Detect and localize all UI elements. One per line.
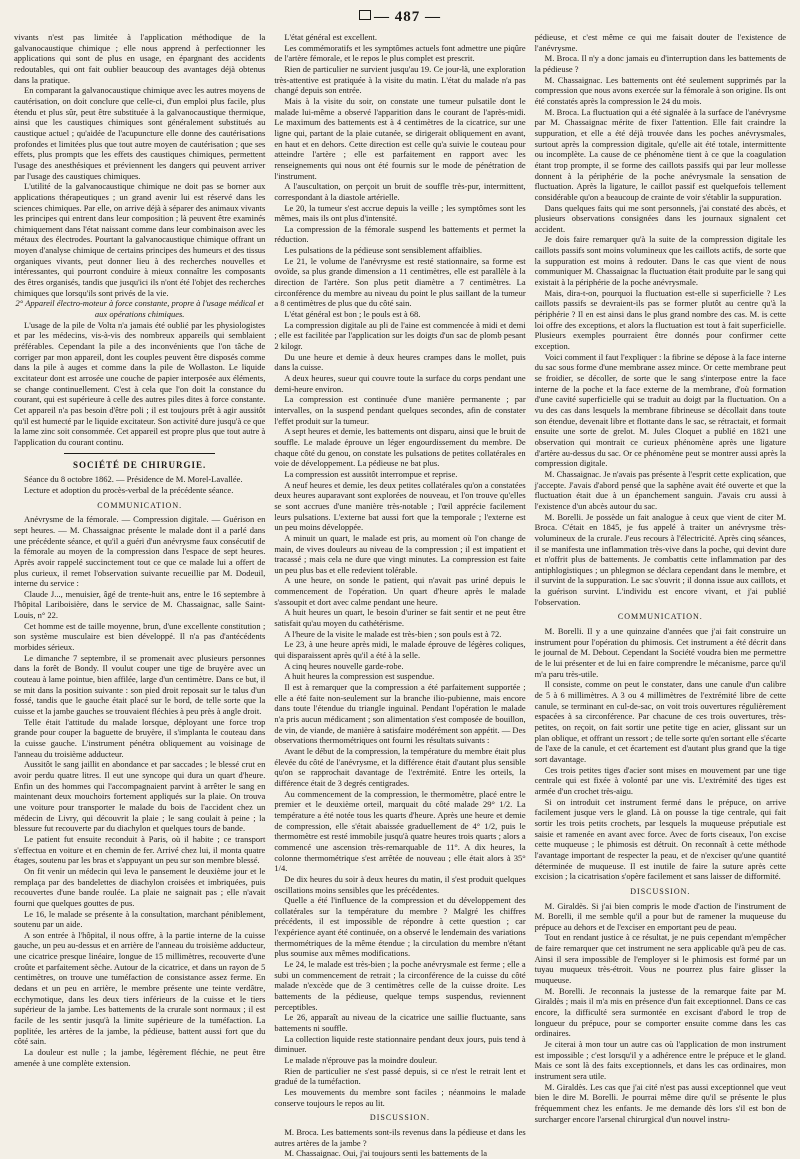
page-marker-icon bbox=[359, 10, 371, 20]
paragraph: Claude J..., menuisier, âgé de trente-huit ans, entre le 16 septembre à l'hôpital Lariboisière, dans le service de M. Chassaignac, salle Saint-Louis, n° 22. bbox=[14, 588, 266, 621]
paragraph: A huit heures la compression est suspendue. bbox=[284, 671, 435, 682]
paragraph: Le malade n'éprouve pas la moindre douleur. bbox=[284, 1055, 438, 1065]
paragraph: Quelle a été l'influence de la compression et du développement des collatérales sur la température du membre ? Malgré les chiffres précédents, il est impossible de répondre à cette question ; car l'expérience ayant été continuée, on a observé le lendemain des variations thermométriques de la même étendue ; la circulation du membre n'étant plus soumise aux mêmes modifications. bbox=[274, 895, 526, 959]
paragraph: Avant le début de la compression, la température du membre était plus élevée du côté de l'anévrysme, et la différence était d'autant plus sensible qu'on se rapprochait davantage de l'extrémité. Entre les orteils, la différence était de 3 degrés centigrades. bbox=[274, 745, 526, 788]
society-heading: SOCIÉTÉ DE CHIRURGIE. bbox=[73, 459, 207, 470]
paragraph: M. Chassaignac. Oui, j'ai toujours senti les battements de la bbox=[284, 1148, 487, 1159]
divider bbox=[64, 453, 215, 454]
paragraph: L'utilité de la galvanocaustique chimique ne doit pas se borner aux applications thérapeutiques ; un grand avenir lui est réservé dans les sciences chimiques. Par elle, on arrive déjà à séparer des animaux vivants les principes qui entrent dans leur composition ; là peuvent être examinés chimiquement dans l'état naissant comme dans leur combinaison avec les métaux des électrodes. Pourtant la galvanocaustique chimique offrant un moyen d'analyse chimique de certains principes des humeurs et des tissus organiques vivants, peut donner lieu à des recherches nouvelles et intéressantes, qui pourront conduire à mieux connaître les composants des êtres organisés, tandis que jusqu'ici ils n'ont été l'objet des recherches chimiques que lorsqu'ils sont privés de la vie. bbox=[14, 181, 266, 298]
paragraph: M. Borelli. Il y a une quinzaine d'années que j'ai fait construire un instrument pour l'opération du phimosis. Cet instrument a été décrit dans le journal de M. Debout. Cependant la Société voudra bien me permettre de le lui présenter et de lui en faire comprendre le mécanisme, parce qu'il m'a paru très-utile. bbox=[534, 626, 786, 679]
paragraph: L'usage de la pile de Volta n'a jamais été oublié par les physiologistes et par les médecins, vis-à-vis des nombreux appareils qui semblaient préférables. Cependant la pile a des inconvénients que l'on tâche de corriger par mon appareil, dont les couples peuvent être disposés comme dans la pile à auges et comme dans la pile de Wollaston. Le liquide excitateur dont est arrosée une couche de papier interposée aux éléments, se change continuellement. C'est à cela que l'on doit la constance du courant, qui est supérieure à celle des autres piles dites à force constante. Cet appareil n'a pas besoin d'être poli ; il est toujours prêt à agir aussitôt qu'il est humecté par le liquide excitateur. Son activité dure jusqu'à ce que la lame zinc soit consommée. Cet appareil est propre plus que tout autre à l'application du courant continu. bbox=[14, 319, 266, 447]
paragraph: A neuf heures et demie, les deux petites collatérales qu'on a constatées deux heures auparavant sont explorées de nouveau, et l'on trouve qu'elles se sont accrues d'une manière très-notable ; l'œil apprécie facilement leurs pulsations. L'externe bat aussi fort que la temporale ; l'externe est un peu moins développée. bbox=[274, 479, 526, 533]
paragraph: Mais à la visite du soir, on constate une tumeur pulsatile dont le malade lui-même a observé l'apparition dans le courant de l'après-midi. Le maximum des battements est à 4 centimètres de la cicatrice, sur une ligne qui, partant de la plaie cutanée, se dirigerait obliquement en avant, en haut et en dehors. Cette direction est celle qu'a suivie le couteau pour atteindre l'artère ; elle est parfaitement en rapport avec les renseignements qui nous ont été fournis sur le mode de pénétration de l'instrument. bbox=[274, 95, 526, 181]
paragraph: Rien de particulier ne s'est passé depuis, si ce n'est le retrait lent et gradué de la tuméfaction. bbox=[274, 1065, 526, 1087]
paragraph: En comparant la galvanocaustique chimique avec les autres moyens de cautérisation, on doit conclure que celle-ci, d'un emploi plus facile, plus étendu et plus sûr, peut être substituée à la galvanocaustique thermique, ainsi que les caustiques chimiques sont généralement substitués au caustique actuel ; qu'aidée de l'acupuncture elle donne des cautérisations profondes et limitées plus que tout autre moyen de cautérisation ; que ses effets, plus prompts que les effets des caustiques chimiques, permettent l'usage des anesthésiques et préviennent les dangers qui peuvent arriver par l'usage des caustiques chimiques. bbox=[14, 85, 266, 181]
paragraph: Du une heure et demie à deux heures crampes dans le mollet, puis dans la cuisse. bbox=[274, 351, 526, 373]
paragraph: A cinq heures nouvelle garde-robe. bbox=[284, 660, 404, 671]
paragraph: Les pulsations de la pédieuse sont sensiblement affaiblies. bbox=[284, 245, 482, 256]
paragraph: L'état général est bon ; le pouls est à 68. bbox=[284, 309, 421, 320]
paragraph: M. Borelli. Je possède un fait analogue à ceux que vient de citer M. Broca. C'était en 1845, je fus appelé à traiter un anévrysme très-volumineux de la crurale. J'eus recours à l'électricité. Après cinq séances, il se manifesta une inflammation très-vive dans la poche, qui devint dure et n'offrit plus de battements. Je combattis cette inflammation par des antiphlogistiques ; un phlegmon se déclara cependant dans le membre, et il survint de la suppuration. Le sac s'ouvrit ; il donna issue aux caillots, et la guérison survint. L'individu est encore vivant, et j'ai publié l'observation. bbox=[534, 511, 786, 607]
lecture-line: Lecture et adoption du procès-verbal de la précédente séance. bbox=[24, 484, 234, 495]
paragraph: On fit venir un médecin qui leva le pansement le deuxième jour et le remplaça par des bandelettes de diachylon croisées et imbriquées, puis recouvertes d'une bande roulée. La plaie ne saignait pas ; elle n'avait fourni que quelques gouttes de pus. bbox=[14, 865, 266, 908]
paragraph: Le patient fut ensuite reconduit à Paris, où il habite ; ce transport s'effectua en voiture et en chemin de fer. Arrivé chez lui, il monta quatre étages, soutenu par les bras et s'appuyant un peu sur son membre blessé. bbox=[14, 833, 266, 866]
column-1 bbox=[14, 32, 265, 1152]
paragraph: De dix heures du soir à deux heures du matin, il s'est produit quelques oscillations moins sensibles que les précédentes. bbox=[274, 873, 526, 895]
paragraph: Tout en rendant justice à ce résultat, je ne puis cependant m'empêcher de faire remarquer que cet instrument ne sera applicable qu'à peu de cas. Ainsi il sera impossible de l'employer si le phimosis est formé par un tuyau muqueux très-étroit. Vous ne pourrez plus faire glisser la muqueuse. bbox=[534, 932, 786, 986]
paragraph: Le 20, la tumeur s'est accrue depuis la veille ; les symptômes sont les mêmes, mais ils ont plus d'intensité. bbox=[274, 202, 526, 224]
paragraph: La compression digitale au pli de l'aine est commencée à midi et demi ; elle est facilitée par l'application sur les doigts d'un sac de plomb pesant 2 kilogr. bbox=[274, 319, 526, 352]
paragraph: Le 26, apparaît au niveau de la cicatrice une saillie fluctuante, sans battements ni souffle. bbox=[274, 1012, 526, 1034]
paragraph: La collection liquide reste stationnaire pendant deux jours, puis tend à diminuer. bbox=[274, 1033, 526, 1055]
paragraph: Le dimanche 7 septembre, il se promenait avec plusieurs personnes dans la forêt de Bondy. Il voulut couper une tige de bruyère avec un couteau à lame pointue, bien affilée, large d'un centimètre. Dans ce but, il se mit dans la position suivante : son pied droit reposait sur le talus d'un fossé, tandis que le gauche était placé sur le bord, de telle sorte que la cuisse et la jambe gauches se trouvaient fléchies à peu près à angle droit. bbox=[14, 652, 266, 717]
paragraph: Le 23, à une heure après midi, le malade éprouve de légères coliques, qui disparaissent après qu'il a été à la selle. bbox=[274, 639, 526, 661]
paragraph: Ces trois petites tiges d'acier sont mises en mouvement par une tige centrale qui est fixée à volonté par une vis. L'extrémité des tiges est armée d'un crochet très-aigu. bbox=[534, 764, 786, 796]
paragraph: La compression est aussitôt interrompue et reprise. bbox=[284, 468, 458, 479]
paragraph: A l'auscultation, on perçoit un bruit de souffle très-pur, intermittent, correspondant à la diastole artérielle. bbox=[274, 181, 526, 202]
paragraph: Les commémoratifs et les symptômes actuels font admettre une piqûre de l'artère fémorale, et le repos le plus complet est prescrit. bbox=[274, 42, 526, 64]
page-number: — 487 — bbox=[359, 9, 441, 26]
paragraph: Telle était l'attitude du malade lorsque, déployant une force trop grande pour couper la baguette de bruyère, il s'implanta le couteau dans la cuisse gauche. L'instrument pénétra obliquement au voisinage de l'anneau du troisième adducteur. bbox=[14, 716, 266, 759]
paragraph: M. Chassaignac. Je n'avais pas présente à l'esprit cette explication, que j'accepte. J'avais d'abord pensé que la saphène avait été ouverte et que la fluctuation était due à un épanchement sanguin. J'avais cru aussi à l'existence d'un abcès autour du sac. bbox=[534, 468, 786, 511]
paragraph: A minuit un quart, le malade est pris, au moment où l'on change de main, de vives douleurs au niveau de la compression ; il est impatient et tracassé ; mais cela ne dure que vingt minutes. La compression est faite un peu plus bas et elle redevient tolérable. bbox=[274, 532, 526, 575]
paragraph: A une heure, on sonde le patient, qui n'avait pas uriné depuis le commencement de l'opération. Un quart d'heure après le malade s'assoupit et dort avec calme pendant une heure. bbox=[274, 575, 526, 607]
paragraph: A l'heure de la visite le malade est très-bien ; son pouls est à 72. bbox=[284, 628, 502, 639]
paragraph: Au commencement de la compression, le thermomètre, placé entre le premier et le deuxième orteil, marquait du côté malade 29° 1/2. La température a été notée tous les quarts d'heure. Après une heure et demie de compression, elle s'était abaissée graduellement de 4° 1/2, puis le thermomètre est resté immobile jusqu'à quatre heures trois quarts ; alors a commencé une ascension très-remarquable de 11°. A dix heures, la colonne thermométrique s'est arrêtée de nouveau ; elle était alors à 35° 1/4. bbox=[274, 788, 526, 874]
seance-line: Séance du 8 octobre 1862. — Présidence de M. Morel-Lavallée. bbox=[24, 474, 243, 485]
communication-heading: COMMUNICATION. bbox=[97, 500, 183, 510]
discussion-heading: DISCUSSION. bbox=[369, 1113, 431, 1123]
paragraph: A sept heures et demie, les battements ont disparu, ainsi que le bruit de souffle. Le malade éprouve un léger engourdissement du membre. De chaque côté du genou, on constate les pulsations de petites collatérales en voie de développement. La pédieuse ne bat plus. bbox=[274, 426, 526, 469]
paragraph: A son entrée à l'hôpital, il nous offre, à la partie interne de la cuisse gauche, un peu au-dessus et en arrière de l'anneau du troisième adducteur, une cicatrice presque linéaire, longue de 15 millimètres, recouverte d'une croûte et parfaitement sèche. Autour de la cicatrice, et dans un rayon de 5 centimètres, on trouve une tuméfaction de consistance assez ferme. En dedans et un peu en arrière, le membre présente une teinte verdâtre, ecchymotique, dans les deux tiers inférieurs de la cuisse et le tiers supérieur de la jambe. Les battements de la crurale sont normaux ; il est facile de les sentir jusqu'à la limite supérieure de la tuméfaction. La poplitée, les artères de la jambe, la pédieuse, battent aussi fort que du côté sain. bbox=[14, 929, 266, 1047]
discussion-heading: DISCUSSION. bbox=[630, 886, 691, 896]
paragraph: M. Broca. La fluctuation qui a été signalée à la surface de l'anévrysme par M. Chassaignac mérite de fixer l'attention. Elle fait craindre la suppuration, et elle a été déjà trouvée dans les poches anévrysmales, surtout après la compression digitale, qu'elle ait été totale, intermittente ou incomplète. La cause de ce phénomène tient à ce que la coagulation étant trop prompte, il se forme des caillots passifs qui par leur mollesse donnent à la périphérie de la poche anévrysmale la sensation de fluctuation. Après la ligature, le caillot passif est quelquefois tellement considérable qu'on a beaucoup de crainte de voir s'établir la suppuration. bbox=[534, 106, 786, 202]
paragraph: La douleur est nulle ; la jambe, légèrement fléchie, ne peut être amenée à une complète extension. bbox=[14, 1047, 266, 1068]
communication-heading: COMMUNICATION. bbox=[617, 612, 703, 622]
paragraph: Cet homme est de taille moyenne, brun, d'une excellente constitution ; son système musculaire est bien développé. Il n'a pas d'antécédents morbides sérieux. bbox=[14, 620, 266, 653]
paragraph: Je dois faire remarquer qu'à la suite de la compression digitale les caillots passifs sont moins volumineux que les caillots actifs, de sorte que la suppuration est moins à redouter. Dans le cas que vient de nous communiquer M. Chassaignac la fluctuation était produite par le sang qui existait à la périphérie de la poche anévrysmale. bbox=[534, 234, 786, 288]
paragraph: M. Giraldès. Les cas que j'ai cité n'est pas aussi exceptionnel que veut bien le dire M. Borelli. Je pourrai même dire qu'il se présente le plus fréquemment chez les enfants. Je me demande dès lors s'il est bon de surcharger encore l'arsenal chirurgical d'un nouvel instru- bbox=[534, 1081, 786, 1124]
paragraph: Rien de particulier ne survient jusqu'au 19. Ce jour-là, une exploration très-attentive est pratiquée à la visite du matin. L'état du malade n'a pas changé depuis son entrée. bbox=[274, 63, 526, 96]
page-header bbox=[14, 8, 786, 32]
paragraph: Il consiste, comme on peut le constater, dans une canule d'un calibre de 5 à 6 millimètres. A 3 ou 4 millimètres de l'extrémité libre de cette canule, se terminant en cul-de-sac, on voit trois ouvertures régulièrement espacées à sa circonférence. Par chacune de ces trois ouvertures, très-petites, on reçoit, on fait sortir une petite tige en acier, glissant sur un plan oblique, et offrant un ressort ; de telle sorte qu'en sortant elle s'écarte de l'axe de la canule, et cet écartement est d'autant plus grand que la tige sort davantage. bbox=[534, 679, 786, 764]
paragraph: M. Broca. Les battements sont-ils revenus dans la pédieuse et dans les autres artères de la jambe ? bbox=[274, 1126, 526, 1148]
paragraph: M. Giraldès. Si j'ai bien compris le mode d'action de l'instrument de M. Borelli, il me semble qu'il a pour but de ramener la muqueuse du prépuce au dehors et de l'exciser en emportant peu de peau. bbox=[534, 900, 786, 932]
column-2 bbox=[274, 32, 526, 1159]
paragraph: vivants n'est pas limitée à l'application méthodique de la galvanocaustique chimique ; elle nous apprend à perfectionner les applications qui sont de plus en usage, en épargnant des accidents redoutables, qui ont fait oublier beaucoup des avantages déjà obtenus dans la pratique. bbox=[14, 32, 266, 85]
paragraph: Si on introduit cet instrument fermé dans le prépuce, on arrive facilement jusque vers le gland. Là on pousse la tige centrale, qui fait sortir les trois petits crochets, par lesquels la muqueuse préputiale est saisie et ramenée en avant avec force. Avec de forts ciseaux, l'on excise cette muqueuse ; le phimosis est détruit. On reconnaît à cette méthode l'avantage important de respecter la peau, et de n'exciser qu'une quantité déterminée de muqueuse. Il est inutile de faire la suture après cette excision ; la cicatrisation s'opère facilement et sans laisser de difformité. bbox=[534, 796, 786, 882]
paragraph: Voici comment il faut l'expliquer : la fibrine se dépose à la face interne du sac sous forme d'une membrane assez mince. Or cette membrane peut se froidier, se décoller, de sorte que le sang s'interpose entre la face interne de la poche et la face externe de la membrane, d'où formation d'une cavité superficielle qui se traduit au doigt par la fluctuation. On a vu des cas dans lesquels la membrane fibrineuse se décollait dans toute son étendue, devenait libre et flottante dans le sac, se rétractait, et formait ensuite une sorte de grelot. M. Jules Cloquet a publié en 1821 une observation qui montrait ce curieux phénomène après une ligature d'artère au-dessus du sac. Or ce phénomène peut se montrer aussi après la compression digitale. bbox=[534, 351, 786, 469]
paragraph: L'état général est excellent. bbox=[284, 32, 377, 42]
paragraph: Aussitôt le sang jaillit en abondance et par saccades ; le blessé crut en avoir perdu quatre litres. Il eut une syncope qui dura un quart d'heure. Enfin un des hommes qui l'accompagnaient parvint à arrêter le sang en maintenant deux mouchoirs fortement appliqués sur la plaie. On trouva une voiture pour transporter le malade du bois de l'accident chez un médecin de Livry, qui découvrit la plaie ; le sang coulait à peine ; la blessure fut recouverte par du diachylon et quelques tours de bande. bbox=[14, 759, 266, 834]
paragraph: A deux heures, sueur qui couvre toute la surface du corps pendant une demi-heure environ. bbox=[274, 373, 526, 394]
paragraph: La compression de la fémorale suspend les battements et permet la réduction. bbox=[274, 223, 526, 245]
column-3 bbox=[535, 32, 786, 1152]
paragraph: M. Broca. Il n'y a donc jamais eu d'interruption dans les battements de la pédieuse ? bbox=[534, 53, 786, 74]
paragraph: A huit heures un quart, le besoin d'uriner se fait sentir et ne peut être satisfait qu'au moyen du cathétérisme. bbox=[274, 607, 526, 629]
page-number-value: 487 bbox=[394, 9, 421, 25]
paragraph: Dans quelques faits qui me sont personnels, j'ai constaté des abcès, et plusieurs observations consignées dans les journaux signalent cet accident. bbox=[534, 202, 786, 234]
paragraph: Le 16, le malade se présente à la consultation, marchant péniblement, soutenu par un aide. bbox=[14, 908, 266, 930]
paragraph: pédieuse, et c'est même ce qui me faisait douter de l'existence de l'anévrysme. bbox=[534, 32, 786, 53]
paragraph: Anévrysme de la fémorale. — Compression digitale. — Guérison en sept heures. — M. Chassaignac présente le malade dont il a parlé dans une précédente séance, et qu'il a guéri d'un anévrysme faux consécutif de la fémorale au moyen de la compression dans l'espace de sept heures. Après avoir rappelé succinctement tout ce que ce malade lui a offert de plus curieux, il remet l'observation suivante recueillie par M. Dodeuil, interne du service : bbox=[14, 514, 266, 589]
paragraph: M. Chassaignac. Les battements ont été seulement supprimés par la compression que nous avons exercée sur la fémorale à son origine. Ils ont été constatés après la compression le 24 du mois. bbox=[534, 74, 786, 106]
paragraph: Le 21, le volume de l'anévrysme est resté stationnaire, sa forme est ovoïde, sa plus grande dimension a 11 centimètres, elle est parallèle à la direction de l'artère. Son plus petit diamètre a 7 centimètres. La circonférence du membre au niveau du point le plus saillant de la tumeur a 8 centimètres de plus que du côté sain. bbox=[274, 255, 526, 309]
columns bbox=[14, 32, 786, 1159]
paragraph: Les mouvements du membre sont faciles ; néanmoins le malade conserve toujours le repos au lit. bbox=[274, 1086, 526, 1108]
paragraph: Mais, dira-t-on, pourquoi la fluctuation est-elle si superficielle ? Les caillots passifs se devraient-ils pas se former plutôt au centre qu'à la périphérie ? Il en est ainsi dans le plus grand nombre des cas. M. is cette loi offre des exceptions, et alors la fluctuation est tout à fait superficielle. Plusieurs exemples pourraient être donnés pour confirmer cette exception. bbox=[534, 287, 786, 352]
paragraph: Il est à remarquer que la compression a été parfaitement supportée ; elle a été faite non-seulement sur la branche ilio-pubienne, mais encore dans toute l'étendue du triangle inguinal. Pendant l'opération le malade n'a pris aucun médicament ; son alimentation s'est composée de bouillon, de vin, de viande, de manière à satisfaire modérément son appétit. — Des observations thermométriques ont fourni les résultats suivants : bbox=[274, 682, 526, 746]
section-title: 2° Appareil électro-moteur à force constante, propre à l'usage médical et aux opérations chimiques. bbox=[15, 298, 264, 320]
paragraph: Le 24, le malade est très-bien ; la poche anévrysmale est ferme ; elle a subi un commencement de retrait ; la circonférence de la cuisse du côté malade n'excède que de 3 centimètres celle de la cuisse droite. Les battements de la pédieuse, quelque temps suspendus, reviennent perceptibles. bbox=[274, 959, 526, 1012]
paragraph: Je citerai à mon tour un autre cas où l'application de mon instrument est impossible ; c'est lorsqu'il y a adhérence entre le prépuce et le gland. Mais ce sont là des faits exceptionnels, et dans les cas ordinaires, mon instrument sera utile. bbox=[534, 1039, 786, 1081]
paragraph: La compression est continuée d'une manière permanente ; par intervalles, on la suspend pendant quelques secondes, afin de constater l'effet produit sur la tumeur. bbox=[274, 394, 526, 426]
paragraph: M. Borelli. Je reconnais la justesse de la remarque faite par M. Giraldès ; mais il m'a mis en présence d'un fait exceptionnel. Dans ce cas encore, la difficulté sera surmontée en excisant d'abord le trop de longueur du prépuce, pour se comporter ensuite comme dans les cas ordinaires. bbox=[534, 985, 786, 1039]
